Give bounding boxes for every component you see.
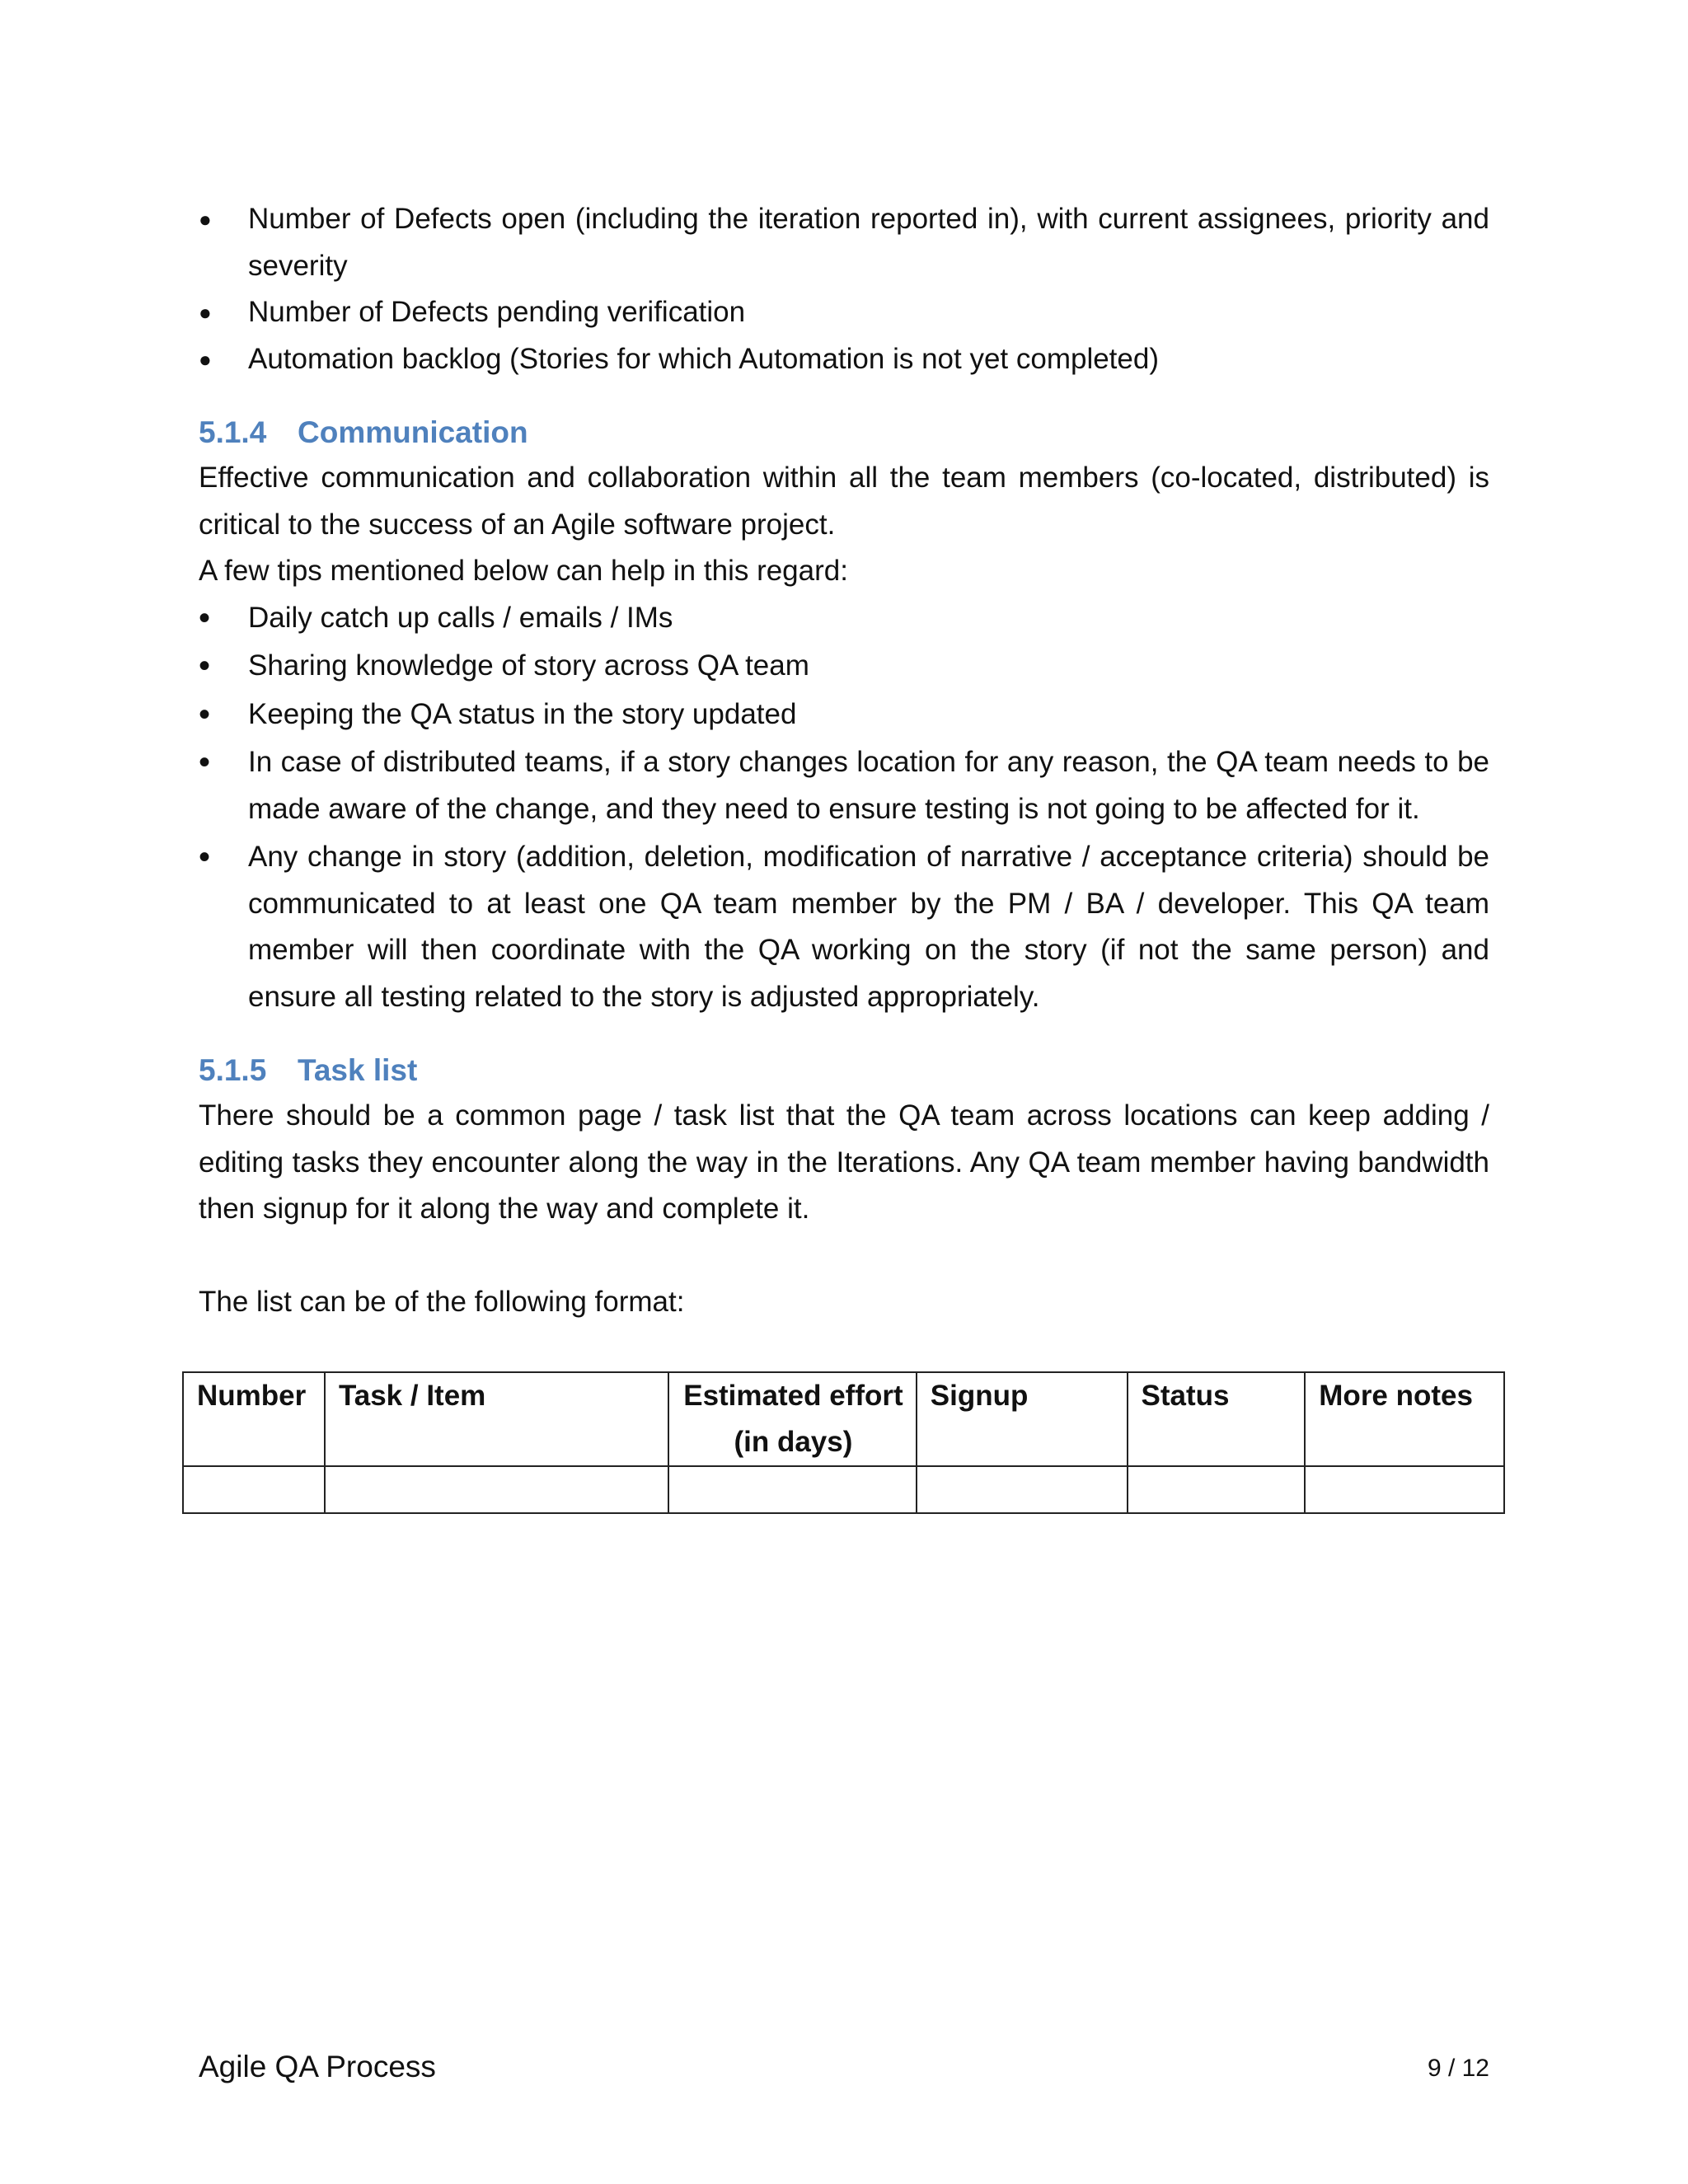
- table-cell: [1305, 1466, 1504, 1513]
- table-cell: [325, 1466, 668, 1513]
- task-list-paragraph: There should be a common page / task list that the QA team across locations can keep adding / editing tasks they encounter along the way in the Iterations. Any QA team member having bandwidth then signup for it along the way and complete it.: [199, 1099, 1489, 1225]
- column-header-signup: Signup: [917, 1372, 1128, 1466]
- page-content: [199, 196, 1489, 1325]
- table-cell: [1128, 1466, 1306, 1513]
- section-title: Task list: [298, 1053, 418, 1087]
- footer-page-number: 9 / 12: [1427, 2055, 1489, 2082]
- column-header-more-notes: More notes: [1305, 1372, 1504, 1466]
- section-heading-task-list: [199, 1048, 1489, 1093]
- table-row: [183, 1466, 1504, 1513]
- column-header-status: Status: [1128, 1372, 1306, 1466]
- list-item: • Keeping the QA status in the story updated: [199, 691, 1489, 738]
- footer-document-title: Agile QA Process: [199, 2050, 436, 2083]
- table-cell: [183, 1466, 325, 1513]
- task-list-table: [182, 1371, 1505, 1514]
- communication-paragraph: Effective communication and collaboration within all the team members (co-located, distributed) is critical to the success of an Agile software project.: [199, 462, 1489, 541]
- task-list-format-intro: The list can be of the following format:: [199, 1285, 685, 1318]
- metrics-bullet-list: [199, 196, 1489, 382]
- column-header-number: Number: [183, 1372, 325, 1466]
- list-item: ● Number of Defects open (including the iteration reported in), with current assignees, priority and severity: [199, 196, 1489, 289]
- communication-tips-list: [199, 595, 1489, 1021]
- list-item: ● Automation backlog (Stories for which Automation is not yet completed): [199, 336, 1489, 383]
- section-title: Communication: [298, 415, 528, 449]
- paragraph-spacer: [199, 1233, 1489, 1279]
- communication-intro: A few tips mentioned below can help in this regard:: [199, 555, 848, 587]
- list-item: ● Number of Defects pending verification: [199, 289, 1489, 336]
- table-header-row: [183, 1372, 1504, 1466]
- section-heading-communication: [199, 410, 1489, 455]
- list-item: • Any change in story (addition, deletion, modification of narrative / acceptance criteria) should be communicated to at least one QA team member by the PM / BA / developer. This QA team member will then coordinate with the QA working on the story (if not the same person) and ensure all testing related to the story is adjusted appropriately.: [199, 834, 1489, 1020]
- column-header-estimated-effort: Estimated effort (in days): [668, 1372, 917, 1466]
- column-header-task: Task / Item: [325, 1372, 668, 1466]
- section-number: 5.1.5: [199, 1053, 267, 1087]
- list-item: • Daily catch up calls / emails / IMs: [199, 595, 1489, 642]
- table-cell: [668, 1466, 917, 1513]
- list-item: • Sharing knowledge of story across QA team: [199, 643, 1489, 690]
- table-cell: [917, 1466, 1128, 1513]
- section-number: 5.1.4: [199, 415, 267, 449]
- list-item: • In case of distributed teams, if a story changes location for any reason, the QA team needs to be made aware of the change, and they need to ensure testing is not going to be affected for it.: [199, 739, 1489, 832]
